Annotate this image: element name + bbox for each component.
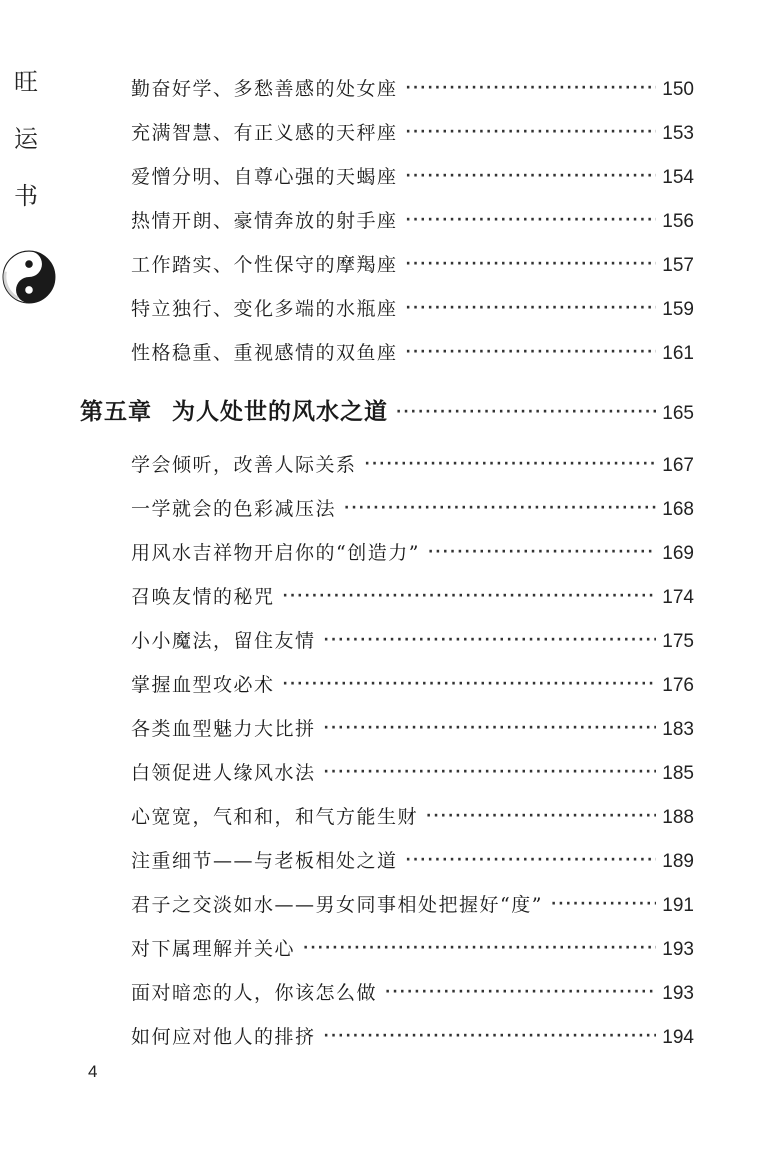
toc-entry[interactable] — [131, 978, 694, 1005]
page-number: 4 — [88, 1062, 98, 1081]
dot-leader — [406, 852, 657, 868]
toc-entry-title: 召唤友情的秘咒 — [131, 586, 275, 608]
toc-entry-page: 183 — [662, 719, 694, 740]
side-title-char: 运 — [14, 125, 38, 153]
toc-entry[interactable] — [131, 1022, 694, 1049]
toc-entry-page: 161 — [662, 343, 694, 364]
toc-entry[interactable] — [131, 494, 694, 521]
toc-entry-page: 159 — [662, 299, 694, 320]
toc-entry-title: 白领促进人缘风水法 — [131, 762, 316, 784]
toc-entry-page: 174 — [662, 587, 694, 608]
toc-entry-title: 心宽宽，气和和，和气方能生财 — [131, 806, 419, 828]
toc-entry[interactable] — [131, 846, 694, 873]
dot-leader — [324, 632, 657, 648]
dot-leader — [283, 588, 657, 604]
toc-entry[interactable] — [131, 890, 694, 917]
toc-entry[interactable] — [131, 74, 694, 101]
toc-entry-title: 特立独行、变化多端的水瓶座 — [131, 298, 398, 320]
toc-entry-title: 工作踏实、个性保守的摩羯座 — [131, 254, 398, 276]
side-title-char: 旺 — [14, 68, 38, 96]
dot-leader — [344, 500, 656, 516]
toc-entry-page: 185 — [662, 763, 694, 784]
dot-leader — [283, 676, 657, 692]
toc-entry-page: 168 — [662, 499, 694, 520]
toc-entry[interactable] — [131, 206, 694, 233]
chapter-heading — [80, 393, 396, 426]
dot-leader — [406, 168, 657, 184]
side-title — [10, 70, 42, 241]
dot-leader — [406, 300, 657, 316]
toc-entry[interactable] — [131, 670, 694, 697]
toc-entry-page: 154 — [662, 167, 694, 188]
toc-entry-title: 掌握血型攻必术 — [131, 674, 275, 696]
toc-entry-page: 175 — [662, 631, 694, 652]
toc-entry-title: 学会倾听，改善人际关系 — [131, 454, 357, 476]
toc-chapter[interactable] — [80, 393, 694, 426]
toc-entry-title: 用风水吉祥物开启你的“创造力” — [131, 542, 420, 564]
toc-entry[interactable] — [131, 250, 694, 277]
toc-entry[interactable] — [131, 758, 694, 785]
toc-entry-page: 157 — [662, 255, 694, 276]
toc-entry[interactable] — [131, 538, 694, 565]
dot-leader — [406, 80, 657, 96]
dot-leader — [426, 808, 656, 824]
toc-entry-page: 150 — [662, 79, 694, 100]
toc-entry[interactable] — [131, 934, 694, 961]
chapter-page: 165 — [662, 403, 694, 424]
yin-yang-icon — [2, 250, 56, 304]
dot-leader — [324, 1028, 657, 1044]
dot-leader — [406, 256, 657, 272]
toc-entry[interactable] — [131, 582, 694, 609]
dot-leader — [428, 544, 656, 560]
toc-entry-page: 156 — [662, 211, 694, 232]
dot-leader — [396, 404, 656, 420]
toc-entry-page: 189 — [662, 851, 694, 872]
toc-entry-page: 153 — [662, 123, 694, 144]
dot-leader — [406, 344, 657, 360]
dot-leader — [551, 896, 656, 912]
toc-entry-title: 各类血型魅力大比拼 — [131, 718, 316, 740]
toc-entry[interactable] — [131, 714, 694, 741]
toc-entry-page: 191 — [662, 895, 694, 916]
dot-leader — [324, 764, 657, 780]
toc-entry[interactable] — [131, 626, 694, 653]
toc-entry[interactable] — [131, 338, 694, 365]
toc-entry-page: 188 — [662, 807, 694, 828]
toc-entry-page: 194 — [662, 1027, 694, 1048]
toc-entry-page: 193 — [662, 983, 694, 1004]
dot-leader — [406, 212, 657, 228]
side-title-char: 书 — [14, 182, 38, 210]
toc-entry-title: 注重细节——与老板相处之道 — [131, 850, 398, 872]
toc-entry-title: 热情开朗、豪情奔放的射手座 — [131, 210, 398, 232]
toc-entry-page: 167 — [662, 455, 694, 476]
toc-entry-title: 如何应对他人的排挤 — [131, 1026, 316, 1048]
toc-entry-page: 169 — [662, 543, 694, 564]
toc-entry-title: 一学就会的色彩减压法 — [131, 498, 337, 520]
dot-leader — [303, 940, 656, 956]
chapter-title: 为人处世的风水之道 — [172, 399, 388, 425]
toc-entry-title: 君子之交淡如水——男女同事相处把握好“度” — [131, 894, 543, 916]
toc-entry[interactable] — [131, 118, 694, 145]
toc-entry-title: 对下属理解并关心 — [131, 938, 296, 960]
chapter-label: 第五章 — [80, 399, 152, 425]
toc-entry-page: 176 — [662, 675, 694, 696]
toc-entry-title: 性格稳重、重视感情的双鱼座 — [131, 342, 398, 364]
dot-leader — [385, 984, 656, 1000]
toc-entry[interactable] — [131, 162, 694, 189]
dot-leader — [406, 124, 657, 140]
dot-leader — [324, 720, 657, 736]
toc-entry[interactable] — [131, 450, 694, 477]
toc-entry-title: 面对暗恋的人，你该怎么做 — [131, 982, 378, 1004]
dot-leader — [365, 456, 657, 472]
toc-entry[interactable] — [131, 802, 694, 829]
toc-entry[interactable] — [131, 294, 694, 321]
toc-entry-page: 193 — [662, 939, 694, 960]
toc-entry-title: 勤奋好学、多愁善感的处女座 — [131, 78, 398, 100]
toc-entry-title: 充满智慧、有正义感的天秤座 — [131, 122, 398, 144]
toc-entry-title: 小小魔法，留住友情 — [131, 630, 316, 652]
toc-entry-title: 爱憎分明、自尊心强的天蝎座 — [131, 166, 398, 188]
